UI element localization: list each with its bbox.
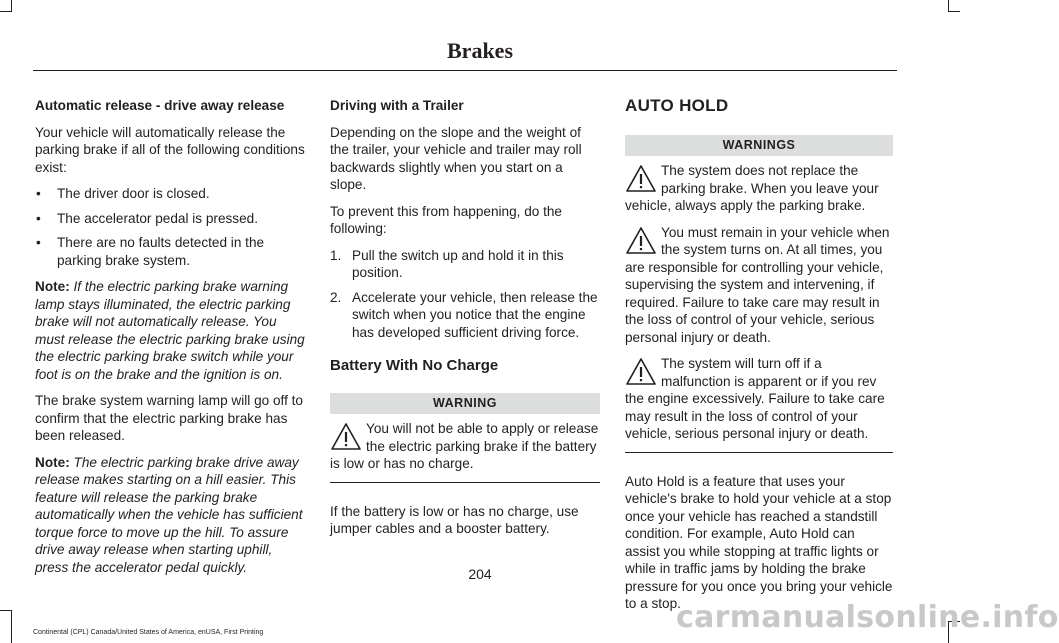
battery-warning	[330, 420, 600, 473]
conditions-list	[35, 185, 307, 269]
battery-heading: Battery With No Charge	[330, 357, 499, 374]
list-item: • The accelerator pedal is pressed.	[35, 210, 307, 228]
warnings-banner: WARNINGS	[625, 135, 893, 157]
list-item	[330, 247, 600, 282]
crop-mark-bottom-left-h	[0, 610, 12, 611]
page-title: Brakes	[447, 38, 513, 63]
note-label: Note:	[35, 454, 70, 470]
note-label: Note:	[35, 279, 70, 294]
note-text: The electric parking brake drive away release makes starting on a hill easier. This feature will release the parking brake automatically when the vehicle has sufficient torque force to move up the hill. To assure drive away release when starting uphill, press the accelerator pedal quickly.	[35, 454, 303, 575]
drive-away-heading: Automatic release - drive away release	[35, 98, 285, 113]
warning-triangle-icon	[625, 226, 657, 256]
crop-mark-bottom-left	[11, 610, 12, 643]
left-column	[35, 97, 307, 585]
auto-hold-warning-1	[625, 162, 893, 215]
auto-hold-warning-2	[625, 224, 893, 347]
page-number: 204	[468, 566, 492, 582]
prevent-paragraph: To prevent this from happening, do the following:	[330, 203, 562, 236]
battery-paragraph: If the battery is low or has no charge, use jumper cables and a booster battery.	[330, 503, 579, 536]
warning-divider	[330, 482, 600, 483]
note-drive-away	[35, 454, 307, 577]
step-text: Accelerate your vehicle, then release the switch when you notice that the engine has developed sufficient driving force.	[352, 289, 598, 340]
warning-triangle-icon	[625, 164, 657, 194]
warning-triangle-icon	[330, 422, 362, 452]
drive-away-intro: Your vehicle will automatically release the parking brake if all of the following conditions exist:	[35, 124, 305, 175]
middle-column	[330, 97, 600, 547]
warning-lamp-paragraph: The brake system warning lamp will go off to confirm that the electric parking brake has been released.	[35, 393, 303, 443]
step-text: Pull the switch up and hold it in this position.	[352, 247, 564, 280]
warnings-divider	[625, 452, 893, 453]
list-item: • The driver door is closed.	[35, 185, 307, 203]
list-item	[330, 289, 600, 342]
trailer-paragraph: Depending on the slope and the weight of the trailer, your vehicle and trailer may roll backwards slightly when you start on a slope.	[330, 124, 582, 192]
step-number: 1.	[330, 247, 342, 263]
warning-text: You will not be able to apply or release the electric parking brake if the battery is low or has no charge.	[330, 421, 599, 471]
warning-text: The system will turn off if a malfunction is apparent or if you rev the engine excessively. Failure to take care may result in the loss of control of your vehicle, serious personal injury or death.	[625, 356, 885, 441]
crop-mark-top-left-h	[0, 11, 12, 12]
auto-hold-warning-3	[625, 355, 893, 443]
crop-mark-top-right-h	[948, 11, 960, 12]
note-warning-lamp	[35, 278, 307, 383]
step-number: 2.	[330, 289, 342, 305]
warning-triangle-icon	[625, 357, 657, 387]
warning-text: The system does not replace the parking brake. When you leave your vehicle, always apply the parking brake.	[625, 163, 879, 213]
steps-list	[330, 247, 600, 342]
warning-banner: WARNING	[330, 393, 600, 415]
warning-text: You must remain in your vehicle when the system turns on. At all times, you are responsible for controlling your vehicle, supervising the system and intervening, if required. Failure to take care may result in the loss of control of your vehicle, serious personal injury or death.	[625, 224, 890, 345]
right-column	[625, 97, 893, 622]
list-item: • There are no faults detected in the parking brake system.	[35, 234, 307, 269]
header-divider	[33, 70, 897, 71]
trailer-heading: Driving with a Trailer	[330, 98, 464, 113]
edition-footer: Continental (CPL) Canada/United States of America, enUSA, First Printing	[33, 629, 264, 636]
auto-hold-heading: AUTO HOLD	[625, 96, 729, 115]
note-text: If the electric parking brake warning lamp stays illuminated, the electric parking brake will not automatically release. You must release the electric parking brake using the electric parking brake switch while your foot is on the brake and the ignition is on.	[35, 279, 305, 382]
watermark: carmanualsonline.info	[676, 600, 1059, 635]
auto-hold-paragraph: Auto Hold is a feature that uses your vehicle's brake to hold your vehicle at a stop once your vehicle has reached a standstill condition. For example, Auto Hold can assist you while stopping at traffic lights or while in traffic jams by holding the brake pressure for you once you bring your vehicle to a stop.	[625, 473, 893, 611]
